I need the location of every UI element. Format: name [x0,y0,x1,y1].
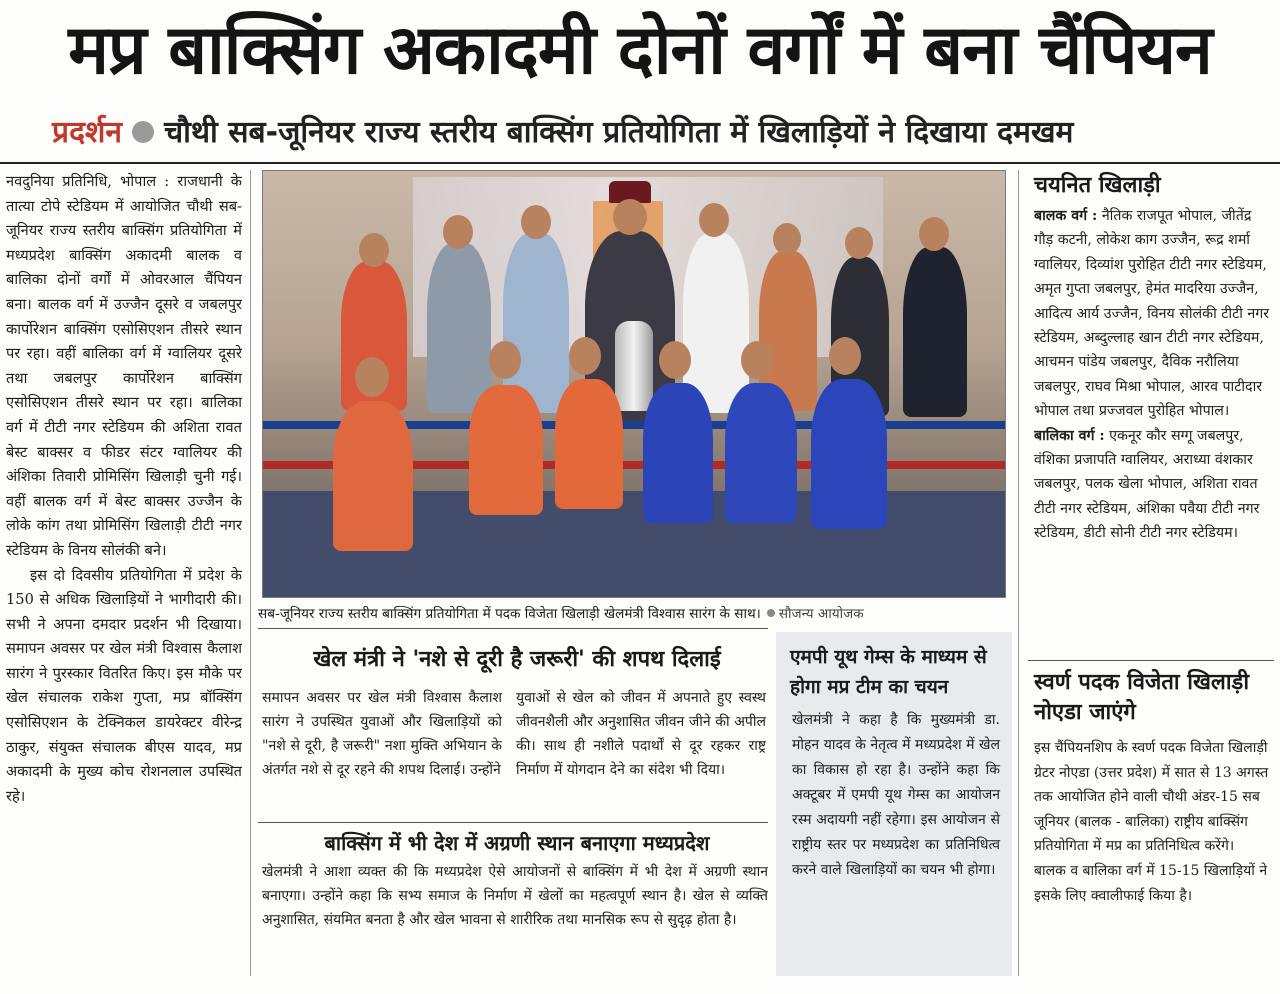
boxer-blue [811,379,887,529]
selected-body [1034,204,1270,650]
girls-list: एकनूर कौर सग्गू जबलपुर, वंशिका प्रजापति ग्वालियर, अराध्या वंशकार जबलपुर, पलक खेला भोपाल, अशिता रावत टीटी नगर स्टेडियम, अंशिका पवैया टीटी नगर स्टेडियम, डीटी सोनी टीटी नगर स्टेडियम। [1034,427,1260,542]
boxer-red [469,385,543,515]
photo-caption [258,602,1008,626]
header-rule [0,162,1280,164]
boxer-head [489,341,521,379]
boys-list: नैतिक राजपूत भोपाल, जीतेंद्र गौड़ कटनी, लोकेश काग उज्जैन, रूद्र शर्मा ग्वालियर, दिव्यांश पुरोहित टीटी नगर स्टेडियम, अमृत गुप्ता जबलपुर, हेमंत मादरिया उज्जैन, आदित्य आर्य उज्जैन, विनय सोलंकी टीटी नगर स्टेडियम, अब्दुल्लाह खान टीटी नगर स्टेडियम, आचमन पांडेय जबलपुर, दैविक नरौलिया जबलपुर, राघव मिश्रा भोपाल, आरव पाटीदार भोपाल तथा प्रज्जवल पुरोहित भोपाल। [1034,208,1270,420]
person-head [699,203,729,237]
boxer-head [659,341,691,379]
shapath-text-2: युवाओं से खेल को जीवन में अपनाते हुए स्वस्थ जीवनशैली और अनुशासित जीवन जीने की अपील की। साथ ही नशीले पदार्थों से दूर रहकर राष्ट्र निर्माण में योगदान देने का संदेश भी दिया। [516,690,766,778]
left-para-1: नवदुनिया प्रतिनिधि, भोपाल : राजधानी के तात्या टोपे स्टेडियम में आयोजित चौथी सब-जूनियर राज्य स्तरीय बाक्सिंग प्रतियोगिता में मध्यप्रदेश बाक्सिंग अकादमी बालक व बालिका दोनों वर्गों में ओवरआल चैंपियन बना। बालक वर्ग में उज्जैन दूसरे व जबलपुर कार्पोरेशन बाक्सिंग एसोसिएशन तीसरे स्थान पर रहा। वहीं बालिका वर्ग में ग्वालियर दूसरे तथा जबलपुर कार्पोरेशन बाक्सिंग एसोसिएशन तीसरे स्थान पर रहा। बालिका वर्ग में टीटी नगर स्टेडियम की अशिता रावत बेस्ट बाक्सर व फीडर संटर ग्वालियर की अंशिका तिवारी प्रोमिसिंग खिलाड़ी चुनी गई। वहीं बालक वर्ग में बेस्ट बाक्सर उज्जैन के लोके कांग तथा प्रोमिसिंग खिलाड़ी टीटी नगर स्टेडियम के विनय सोलंकी बने। [6,173,242,559]
kicker: प्रदर्शन [52,115,123,150]
left-column [6,170,242,974]
section-rule [1028,660,1274,661]
person-head [773,223,801,255]
mp-youth-body [776,702,1012,883]
boxer-head [741,341,773,379]
agrani-text: खेलमंत्री ने आशा व्यक्त की कि मध्यप्रदेश ऐसे आयोजनों से बाक्सिंग में भी देश में अग्रणी स्थान बनाएगा। उन्होंने कहा कि सभ्य समाज के निर्माण में खेलों का महत्वपूर्ण स्थान है। खेल से व्यक्ति अनुशासित, संयमित बनता है और खेल भावना से शारीरिक तथा मानसिक रूप से सुदृढ़ होता है। [262,864,768,928]
bullet-dot-icon [132,121,154,143]
selected-boys [1034,204,1270,424]
boxer-head [829,337,861,375]
person-head [845,227,873,259]
shapath-col-1 [262,686,502,816]
gold-body [1034,736,1270,976]
shapath-text-1: समापन अवसर पर खेल मंत्री विश्वास कैलाश सारंग ने उपस्थित युवाओं और खिलाड़ियों को "नशे से दूरी, है जरूरी" नशा मुक्ति अभियान के अंतर्गत नशे से दूर रहने की शपथ दिलाई। उन्होंने [262,690,502,778]
person-standing [903,247,967,417]
caption-credit: सौजन्य आयोजक [778,606,864,622]
team-photo [262,170,1006,598]
gold-text: इस चैंपियनशिप के स्वर्ण पदक विजेता खिलाड़ी ग्रेटर नोएडा (उत्तर प्रदेश) में सात से 13 अगस्त तक आयोजित होने वाली चौथी अंडर-15 सब जूनियर (बालक - बालिका) राष्ट्रीय बाक्सिंग प्रतियोगिता में मप्र का प्रतिनिधित्व करेंगे। बालक व बालिका वर्ग में 15-15 खिलाड़ियों ने इसके लिए क्वालीफाई किया है। [1034,740,1269,904]
boxer-blue [643,383,713,523]
boxer-head [569,337,601,375]
agrani-title: बाक्सिंग में भी देश में अग्रणी स्थान बनाएगा मध्यप्रदेश [324,831,710,855]
caption-text: सब-जूनियर राज्य स्तरीय बाक्सिंग प्रतियोगिता में पदक विजेता खिलाड़ी खेलमंत्री विश्वास सारंग के साथ। [258,606,761,622]
person-head [919,217,949,251]
deck: चौथी सब-जूनियर राज्य स्तरीय बाक्सिंग प्रतियोगिता में खिलाड़ियों ने दिखाया दमखम [164,115,1074,150]
boxer-red [555,379,623,509]
gold-title: स्वर्ण पदक विजेता खिलाड़ी नोएडा जाएंगे [1034,670,1250,725]
column-divider [250,170,251,976]
section-rule [258,628,768,629]
left-para-2: इस दो दिवसीय प्रतियोगिता में प्रदेश के 150 से अधिक खिलाड़ियों ने भागीदारी की। सभी ने अपना दमदार प्रदर्शन भी दिखाया। समापन अवसर पर खेल मंत्री विश्वास कैलाश सारंग ने पुरस्कार वितरित किए। इस मौके पर खेल संचालक राकेश गुप्ता, मप्र बॉक्सिंग एसोसिएशन के टेक्निकल डायरेक्टर वीरेन्द्र ठाकुर, संयुक्त संचालक बीएस यादव, मप्र अकादमी के मुख्य कोच रोशनलाल उपस्थित रहे। [6,566,242,805]
boys-label: बालक वर्ग : [1034,208,1098,224]
person-head [613,199,647,235]
boxer-head [355,357,389,397]
person-head [359,233,389,267]
agrani-body [262,860,768,978]
trophy [615,321,653,411]
person-head [521,205,551,239]
selected-title: चयनित खिलाड़ी [1034,173,1161,198]
girls-label: बालिका वर्ग : [1034,427,1105,444]
shapath-title: खेल मंत्री ने 'नशे से दूरी है जरूरी' की शपथ दिलाई [313,647,721,672]
mp-youth-text: खेलमंत्री ने कहा है कि मुख्यमंत्री डा. मोहन यादव के नेतृत्व में मध्यप्रदेश में खेल का विकास हो रहा है। उन्होंने कहा कि अक्टूबर में एमपी यूथ गेम्स का आयोजन रस्म अदायगी नहीं रहेगा। इस आयोजन से राष्ट्रीय स्तर पर मध्यप्रदेश का प्रतिनिधित्व करने वाले खिलाड़ियों का चयन भी होगा। [792,712,1000,878]
bullet-dot-icon [767,609,775,617]
selected-girls [1034,424,1270,546]
headline: मप्र बाक्सिंग अकादमी दोनों वर्गों में बना चैंपियन [68,11,1212,90]
column-divider [1018,170,1019,976]
person-standing [427,243,491,413]
boxer-blue [725,383,797,523]
section-rule [258,822,768,823]
subhead [52,112,1272,154]
person-head [443,215,473,249]
boxer-red [333,401,413,551]
shapath-col-2 [516,686,766,816]
mp-youth-box [776,632,1012,976]
mp-youth-title: एमपी यूथ गेम्स के माध्यम से होगा मप्र टीम का चयन [790,646,987,698]
